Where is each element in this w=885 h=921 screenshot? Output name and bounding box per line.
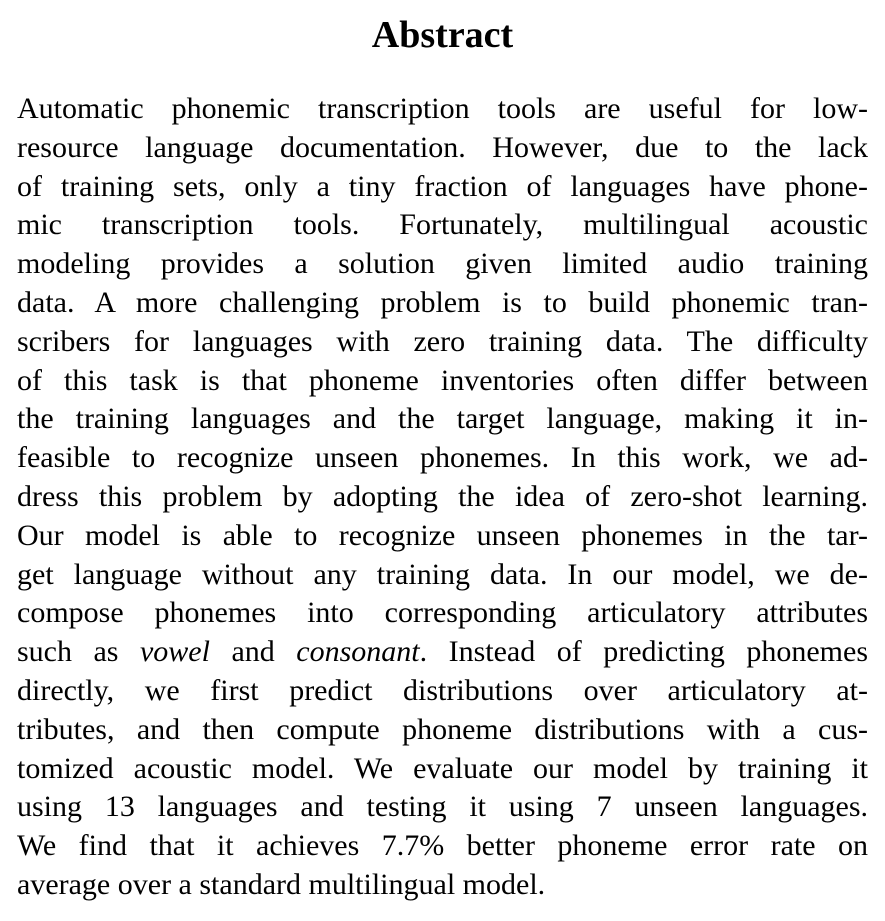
text-segment: dress this problem by adopting the idea of zero-shot learning. [17, 479, 868, 513]
text-segment: mic transcription tools. Fortunately, multilingual acoustic [17, 208, 868, 242]
text-segment: average over a standard multilingual model. [17, 867, 546, 901]
abstract-line [17, 517, 868, 556]
text-segment: Our model is able to recognize unseen phonemes in the tar- [17, 518, 868, 552]
abstract-line [17, 827, 868, 866]
abstract-line [17, 750, 868, 789]
abstract-line [17, 478, 868, 517]
text-segment: get language without any training data. In our model, we de- [17, 557, 868, 591]
abstract-line [17, 711, 868, 750]
text-segment: . Instead of predicting phonemes [419, 635, 868, 669]
abstract-line [17, 788, 868, 827]
italic-term: consonant [296, 635, 420, 669]
abstract-line [17, 439, 868, 478]
text-segment: such as [17, 635, 140, 669]
text-segment: using 13 languages and testing it using 7 unseen languages. [17, 790, 868, 824]
text-segment: modeling provides a solution given limited audio training [17, 247, 868, 281]
text-segment: We find that it achieves 7.7% better phoneme error rate on [17, 829, 868, 863]
text-segment: and [209, 635, 297, 669]
text-segment: tributes, and then compute phoneme distributions with a cus- [17, 712, 868, 746]
text-segment: the training languages and the target language, making it in- [17, 402, 868, 436]
abstract-line [17, 362, 868, 401]
abstract-line [17, 168, 868, 207]
abstract-line [17, 594, 868, 633]
text-segment: tomized acoustic model. We evaluate our model by training it [17, 751, 868, 785]
abstract-line [17, 206, 868, 245]
abstract-title: Abstract [371, 14, 514, 56]
abstract-line [17, 633, 868, 672]
text-segment: Automatic phonemic transcription tools are useful for low- [17, 92, 868, 125]
abstract-line [17, 245, 868, 284]
abstract-line [17, 90, 868, 129]
abstract-line [17, 129, 868, 168]
text-segment: feasible to recognize unseen phonemes. In this work, we ad- [17, 441, 868, 475]
abstract-line [17, 556, 868, 595]
abstract-body [17, 90, 868, 905]
text-segment: data. A more challenging problem is to build phonemic tran- [17, 285, 868, 319]
abstract-line [17, 284, 868, 323]
text-segment: of training sets, only a tiny fraction of languages have phone- [17, 169, 868, 203]
abstract-line [17, 866, 868, 905]
text-segment: resource language documentation. However, due to the lack [17, 130, 868, 164]
text-segment: scribers for languages with zero training data. The difficulty [17, 324, 868, 358]
abstract-line [17, 672, 868, 711]
abstract-line [17, 400, 868, 439]
italic-term: vowel [139, 635, 210, 669]
text-segment: directly, we first predict distributions over articulatory at- [17, 673, 868, 707]
abstract-line [17, 323, 868, 362]
text-segment: compose phonemes into corresponding articulatory attributes [17, 596, 868, 630]
text-segment: of this task is that phoneme inventories often differ between [17, 363, 868, 397]
